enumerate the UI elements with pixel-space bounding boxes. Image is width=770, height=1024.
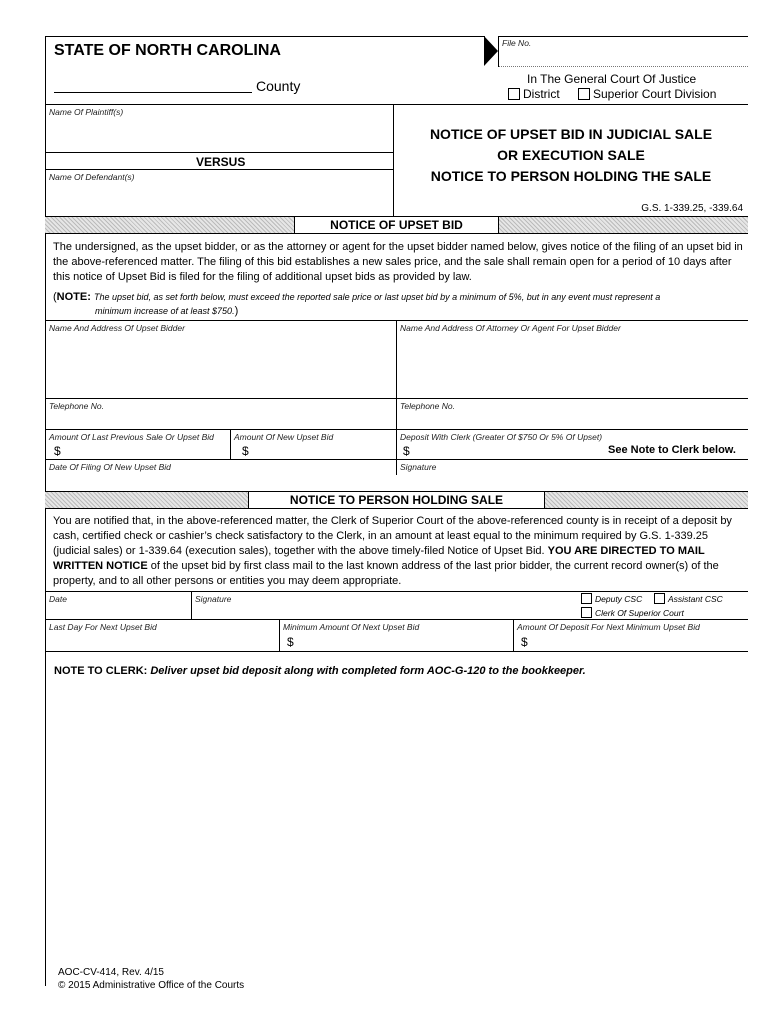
- superior-checkbox[interactable]: [578, 88, 590, 100]
- plaintiff-label: Name Of Plaintiff(s): [49, 107, 124, 117]
- min-amount-label: Minimum Amount Of Next Upset Bid: [283, 622, 420, 632]
- tel-top: [45, 398, 748, 399]
- s2-date-field[interactable]: [46, 605, 190, 619]
- min-deposit-label: Amount Of Deposit For Next Minimum Upset Bid: [517, 622, 700, 632]
- superior-label: Superior Court Division: [593, 87, 717, 101]
- last-sale-label: Amount Of Last Previous Sale Or Upset Bid: [49, 432, 214, 442]
- amount-divider: [230, 429, 231, 459]
- tel-label-bidder: Telephone No.: [49, 401, 104, 411]
- tel-field-bidder[interactable]: [46, 412, 395, 428]
- section2-para-b: of the upset bid by first class mail to the last known address of the last prior bidder, the current record owner(s) of the property, and to all other persons or entities you may deem appropriate.: [53, 560, 719, 587]
- date-filing-label: Date Of Filing Of New Upset Bid: [49, 462, 171, 472]
- deputy-checkbox[interactable]: [581, 593, 592, 604]
- s2-lastday-divider2: [513, 619, 514, 651]
- note-open-paren: (: [53, 291, 57, 303]
- file-no-divider: [498, 36, 499, 67]
- statute-ref: G.S. 1-339.25, -339.64: [641, 203, 743, 214]
- last-sale-field[interactable]: $: [54, 444, 61, 458]
- form-title-1: NOTICE OF UPSET BID IN JUDICIAL SALE: [429, 126, 713, 142]
- attorney-label: Name And Address Of Attorney Or Agent For Upset Bidder: [400, 323, 621, 333]
- s2-signature-label: Signature: [195, 594, 232, 604]
- attorney-address-field[interactable]: [397, 336, 747, 396]
- section2-title: NOTICE TO PERSON HOLDING SALE: [248, 491, 545, 509]
- plaintiff-line[interactable]: [45, 152, 393, 153]
- file-no-field[interactable]: [498, 66, 748, 67]
- s2-lastday-divider1: [279, 619, 280, 651]
- new-bid-label: Amount Of New Upset Bid: [234, 432, 334, 442]
- left-border: [45, 36, 46, 986]
- section2-directive: YOU ARE DIRECTED TO MAIL WRITTEN NOTICE: [53, 545, 705, 572]
- bidder-label: Name And Address Of Upset Bidder: [49, 323, 185, 333]
- signature-label-1: Signature: [400, 462, 437, 472]
- district-checkbox[interactable]: [508, 88, 520, 100]
- county-label: County: [256, 78, 301, 94]
- min-amount-field[interactable]: $: [287, 635, 294, 649]
- s2-date-label: Date: [49, 594, 67, 604]
- copyright: © 2015 Administrative Office of the Courts: [58, 980, 245, 991]
- superior-option[interactable]: [578, 87, 716, 101]
- tel-label-attorney: Telephone No.: [400, 401, 455, 411]
- note-to-clerk-text: Deliver upset bid deposit along with completed form AOC-G-120 to the bookkeeper.: [150, 665, 586, 677]
- section1-title: NOTICE OF UPSET BID: [294, 216, 499, 234]
- clerk-label: Clerk Of Superior Court: [595, 608, 684, 618]
- state-title: STATE OF NORTH CAROLINA: [54, 42, 281, 59]
- form-title-3: NOTICE TO PERSON HOLDING THE SALE: [430, 168, 712, 184]
- note-text: The upset bid, as set forth below, must exceed the reported sale price or last upset bid by a minimum of 5%, but in any event must represent a: [93, 292, 661, 302]
- s2-lastday-top: [45, 619, 748, 620]
- header-divider: [45, 104, 748, 105]
- file-arrow-icon: [484, 36, 498, 66]
- district-option[interactable]: [508, 87, 560, 101]
- versus-label: VERSUS: [196, 155, 246, 169]
- assistant-checkbox[interactable]: [654, 593, 665, 604]
- note-close-paren: ): [234, 305, 239, 317]
- s2-date-top: [45, 591, 748, 592]
- deposit-field[interactable]: $: [403, 444, 410, 458]
- bidder-address-field[interactable]: [46, 336, 395, 396]
- deputy-label: Deputy CSC: [595, 594, 643, 604]
- min-deposit-field[interactable]: $: [521, 635, 528, 649]
- last-day-field[interactable]: [46, 634, 278, 650]
- file-no-top: [498, 36, 748, 37]
- section2-paragraph: [53, 514, 743, 589]
- top-border: [45, 36, 485, 37]
- s2-bottom: [45, 651, 748, 652]
- date-filing-field[interactable]: [46, 473, 395, 489]
- assistant-label: Assistant CSC: [668, 594, 723, 604]
- last-day-label: Last Day For Next Upset Bid: [49, 622, 157, 632]
- form-title-2: OR EXECUTION SALE: [497, 147, 645, 163]
- note-label: NOTE:: [56, 291, 91, 303]
- tel-field-attorney[interactable]: [397, 412, 747, 428]
- court-title: In The General Court Of Justice: [527, 72, 697, 86]
- see-note-text: See Note to Clerk below.: [608, 444, 736, 456]
- deposit-label: Deposit With Clerk (Greater Of $750 Or 5% Of Upset): [400, 432, 603, 442]
- county-line[interactable]: [54, 92, 252, 93]
- deputy-option[interactable]: [581, 593, 642, 604]
- section1-note: [53, 290, 743, 318]
- note-to-clerk-label: NOTE TO CLERK:: [54, 665, 148, 677]
- section1-paragraph: The undersigned, as the upset bidder, or as the attorney or agent for the upset bidder named below, gives notice of the filing of an upset bid in the above-referenced matter. The filing of this bid establishes a new sales price, and the sale shall remain open for a period of 10 days after this notice of Upset Bid is filed for the filing of additional upset bids as provided by law.: [53, 241, 743, 283]
- note-text-2: minimum increase of at least $750.: [95, 306, 235, 316]
- district-label: District: [523, 87, 560, 101]
- note-to-clerk: [54, 665, 586, 677]
- form-id: AOC-CV-414, Rev. 4/15: [58, 967, 164, 978]
- versus-line: [45, 169, 393, 170]
- s2-signature-field[interactable]: [192, 605, 572, 619]
- assistant-option[interactable]: [654, 593, 723, 604]
- section2-para-a: You are notified that, in the above-referenced matter, the Clerk of Superior Court of the above-referenced county is in receipt of a deposit by cash, certified check or cashier’s check satisfactory to the Clerk, in an amount at least equal to the minimum required by G.S. 1-339.25 (judicial sales) or 1-339.64 (execution sales), together with the above timely-filed Notice of Upset Bid.: [53, 515, 732, 557]
- file-no-label: File No.: [502, 38, 532, 48]
- clerk-option[interactable]: [581, 607, 684, 618]
- clerk-checkbox[interactable]: [581, 607, 592, 618]
- new-bid-field[interactable]: $: [242, 444, 249, 458]
- defendant-label: Name Of Defendant(s): [49, 172, 135, 182]
- date-top: [45, 459, 748, 460]
- signature-field-1[interactable]: [397, 473, 747, 489]
- amount-top: [45, 429, 748, 430]
